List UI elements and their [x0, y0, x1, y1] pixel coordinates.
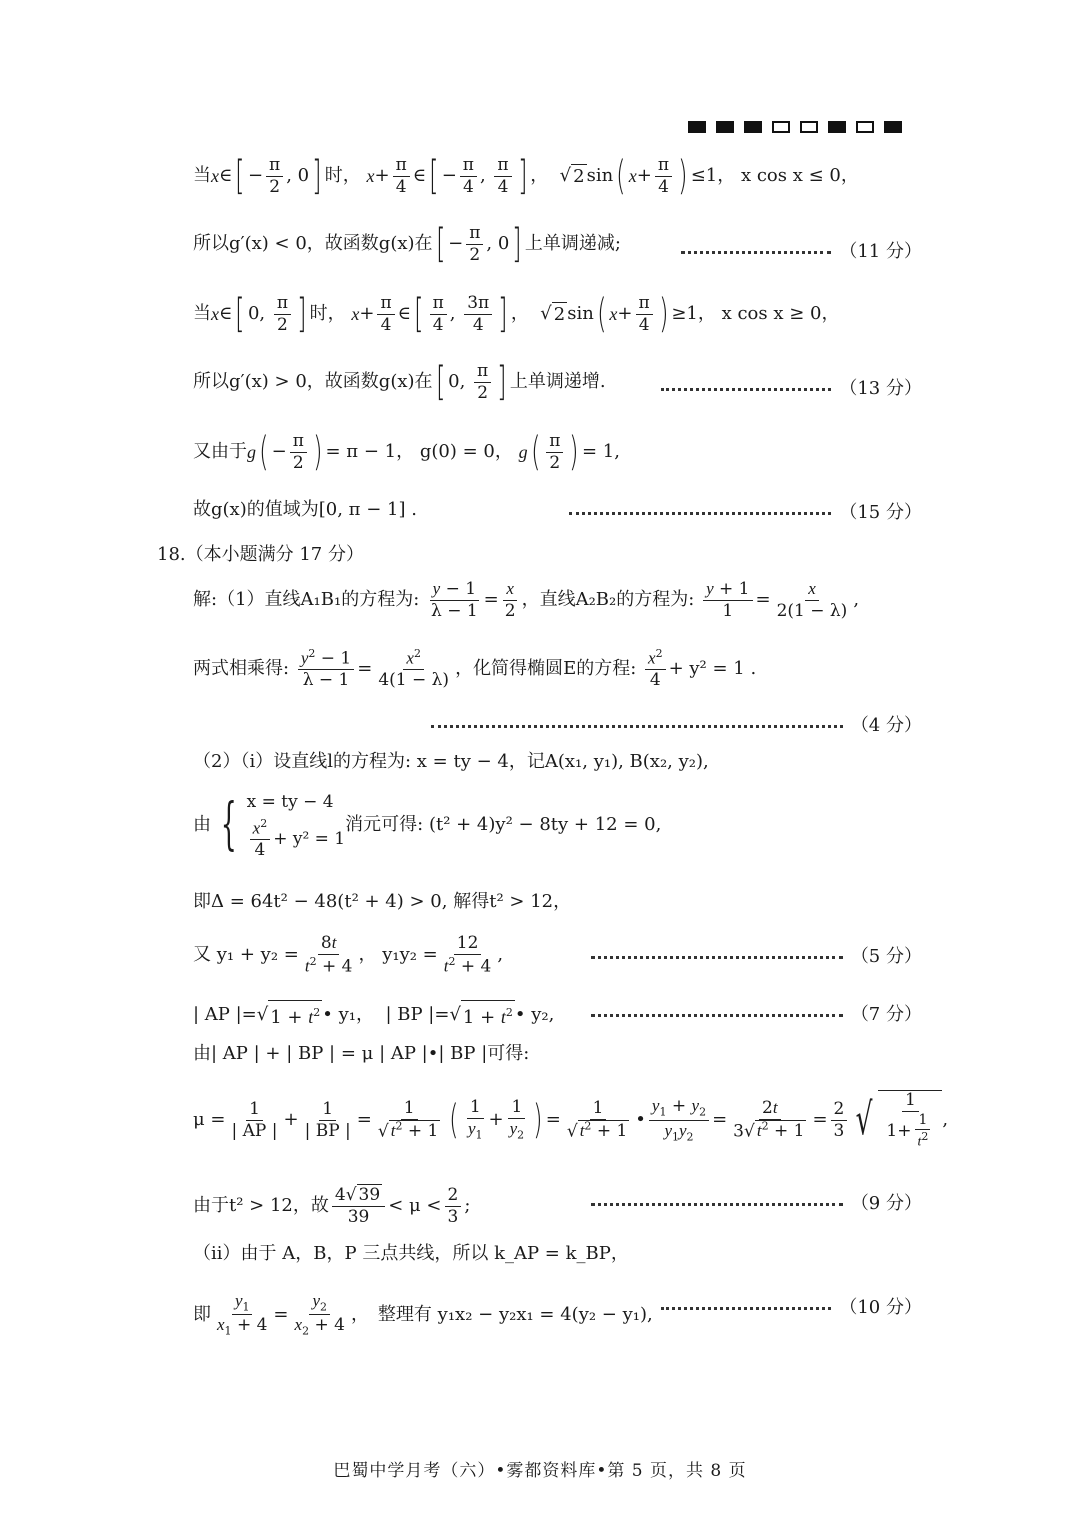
solution-line-5 [193, 890, 571, 914]
text: 由于 [193, 1195, 229, 1217]
text: ，直线 [521, 589, 576, 611]
system-row-2: + y² = 1 [273, 829, 346, 850]
text: 故 [193, 499, 211, 520]
text: 又由于 [193, 441, 247, 463]
score-9: （9 分） [591, 1189, 922, 1215]
expr: (t² + 4)y² − 8ty + 12 = 0, [428, 814, 662, 836]
marker-1 [688, 121, 706, 133]
text: ， 整理有 [350, 1303, 432, 1325]
marker-6 [828, 121, 846, 133]
text: 解:（1）直线 [193, 589, 301, 611]
marker-8 [884, 121, 902, 133]
text: 在 [414, 371, 433, 393]
expr: g′(x) > 0 [229, 371, 307, 393]
expr: E [563, 658, 577, 680]
equation-system: { x = ty − 4 $\frac{x^2}{4}$ + y² = 1 [220, 792, 346, 861]
expr: g(0) = 0， [419, 441, 513, 463]
text: 的方程为: [332, 751, 412, 772]
solution-line-4 [193, 790, 661, 860]
text: 在 [414, 233, 433, 255]
text: 由 [193, 814, 211, 836]
text: x cos x ≤ 0， [740, 165, 859, 187]
text: 所以 [193, 233, 229, 255]
text: ，化简得椭圆 [455, 658, 564, 680]
text: ，故 [292, 1195, 329, 1217]
solution-line-12: 即 $\frac{y_1}{x_1 + 4}$ = $\frac{y_2}{x_2 + 4}$ ， 整理有 y₁x₂ − y₂x₁ = 4(y₂ − y₁), [193, 1291, 653, 1338]
line-4: 所以 g′(x) > 0 ，故函数 g(x) 在 [ 0, $\frac{\pi}{2}$ ] 上单调递增. [193, 359, 606, 406]
solution-line-3 [193, 750, 709, 774]
text: 又 [193, 944, 211, 966]
expr: A(x₁, y₁), B(x₂, y₂), [544, 751, 709, 772]
page-footer: 巴蜀中学月考（六）•雾都资料库•第 5 页，共 8 页 [333, 1461, 747, 1481]
marker-3 [744, 121, 762, 133]
line-6 [193, 498, 417, 522]
expr: • y₁， [322, 1004, 374, 1025]
text: 的值域为 [246, 499, 319, 520]
solution-line-10: 由于 t² > 12 ，故 $\frac{4√ 39}{39}$ < μ < $\frac{2}{3}$ ; [193, 1185, 471, 1227]
expr: | AP |= [193, 1004, 257, 1025]
text: 所以 [193, 371, 229, 393]
expr: t² > 12， [489, 891, 572, 912]
expr: g(x) [378, 371, 415, 393]
text: ，故函数 [306, 371, 379, 393]
line-3: 当 x ∈ [ 0, $\frac{\pi}{2}$ ] 时， x + $\frac{\pi}{4}$ ∈ [ $\frac{\pi}{4}$ , $\frac{3\pi}{4}$ ] ， √ 2 sin ( x + $\frac{\pi}{4}$ ) ≥1， x cos x ≥ 0， [193, 291, 840, 338]
text: 的方程为: [341, 589, 420, 611]
expr: A，B，P [282, 1243, 357, 1264]
text: 即 [193, 891, 211, 912]
line-2: 所以 g′(x) < 0 ，故函数 g(x) 在 [ − $\frac{\pi}{2}$ , 0 ] 上单调递减; [193, 221, 621, 268]
expr: x = ty − 4 [416, 751, 509, 772]
expr: y₁y₂ = [382, 944, 438, 966]
question-18-heading: 18.（本小题满分 17 分） [157, 544, 364, 565]
expr: = π − 1， [325, 441, 415, 463]
text: 解得 [453, 891, 490, 912]
text: 的方程: [576, 658, 637, 680]
text: 时， [309, 303, 346, 325]
expr: + y² = 1 . [668, 658, 757, 680]
text: （ii）由于 [193, 1243, 277, 1264]
solution-line-7: | AP |= √ $1 + t^2$ • y₁， | BP |= √ $1 + t^2$ • y₂, [193, 1000, 554, 1030]
expr: g(x) [211, 499, 247, 520]
expr: y₁x₂ − y₂x₁ = 4(y₂ − y₁), [437, 1303, 653, 1325]
marker-7 [856, 121, 874, 133]
text: 上单调递增. [509, 371, 606, 393]
solution-line-1: 解:（1）直线 A₁B₁ 的方程为: $\frac{y - 1}{\lambda - 1}$ = $\frac{x}{2}$ ，直线 A₂B₂ 的方程为: $\frac{y + 1}{1}$ = $\frac{x}{2(1 - \lambda)}$ , [193, 579, 860, 621]
score-10: （10 分） [661, 1293, 922, 1319]
solution-line-8 [193, 1042, 529, 1066]
line-1: 当 x ∈ [ − $\frac{\pi}{2}$ , 0 ] 时， x + $\frac{\pi}{4}$ ∈ [ − $\frac{\pi}{4}$ , $\frac{\pi}{4}$ ] ， √ 2 sin ( x + $\frac{\pi}{4}$ ) ≤1， x cos x ≤ 0， [193, 153, 859, 200]
score-13: （13 分） [661, 374, 922, 400]
text: 可得: [487, 1043, 530, 1064]
expr: [0, π − 1] . [318, 499, 417, 520]
text: ， [610, 1243, 629, 1264]
text: 两式相乘得: [193, 658, 290, 680]
text: ，记 [508, 751, 545, 772]
expr: t² > 12 [229, 1195, 293, 1217]
expr: k_AP = k_BP [494, 1243, 611, 1264]
expr: y₁ + y₂ = [216, 944, 299, 966]
marker-4 [772, 121, 790, 133]
expr: l [327, 751, 333, 772]
solution-line-11 [193, 1242, 629, 1266]
score-15: （15 分） [569, 498, 922, 524]
score-5: （5 分） [591, 942, 922, 968]
text: ， [358, 944, 377, 966]
expr: | AP | + | BP | = μ | AP |•| BP | [211, 1043, 488, 1064]
text: 当 [193, 165, 211, 187]
text: ≥1， [671, 303, 716, 325]
text: 由 [193, 1043, 211, 1064]
score-7: （7 分） [591, 1000, 922, 1026]
text: , [497, 944, 504, 966]
expr: | BP |= [385, 1004, 450, 1025]
score-4: （4 分） [431, 711, 922, 737]
text: ，故函数 [306, 233, 379, 255]
expr: A₁B₁ [300, 589, 342, 611]
marker-5 [800, 121, 818, 133]
text: 的方程为: [616, 589, 695, 611]
solution-line-2: 两式相乘得: $\frac{y^2 - 1}{\lambda - 1}$ = $\frac{x^2}{4(1 - \lambda)}$ ，化简得椭圆 E 的方程: $\frac{x^2}{4}$ + y² = 1 . [193, 647, 757, 691]
text: ; [464, 1195, 471, 1217]
expr: A₂B₂ [575, 589, 617, 611]
expr: < μ < [388, 1195, 442, 1217]
text: （2）（i）设直线 [193, 751, 328, 772]
expr: g′(x) < 0 [229, 233, 307, 255]
solution-line-9: μ = $\frac{1}{| AP |}$ + $\frac{1}{| BP |}$ = $\frac{1}{√ t^2 + 1}$ ( $\frac{1}{y_1}$ + $\frac{1}{y_2}$ ) = $\frac{1}{√ t^2 + 1}$ • $\frac{y_1 + y_2}{y_1y_2}$ = $\frac{2t}{3√ t^2 + 1}$ = $\frac{2}{3}$ √ 1 1+ $\frac{1}{t^2}$ , [193, 1090, 949, 1150]
system-row-1: x = ty − 4 [246, 792, 334, 812]
corner-markers [688, 121, 902, 133]
expr: μ = [193, 1109, 226, 1131]
text: 消元可得: [345, 814, 424, 836]
line-5: 又由于 g ( − $\frac{\pi}{2}$ ) = π − 1， g(0) = 0， g ( $\frac{\pi}{2}$ ) = 1, [193, 429, 620, 476]
text: 上单调递减; [524, 233, 621, 255]
text: x cos x ≥ 0， [721, 303, 840, 325]
score-11: （11 分） [681, 237, 922, 263]
marker-2 [716, 121, 734, 133]
text: 当 [193, 303, 211, 325]
text: 即 [193, 1303, 211, 1325]
expr: Δ = 64t² − 48(t² + 4) > 0, [211, 891, 448, 912]
expr: • y₂, [514, 1004, 555, 1025]
solution-line-6: 又 y₁ + y₂ = $\frac{8t}{t^2 + 4}$ ， y₁y₂ = $\frac{12}{t^2 + 4}$ , [193, 933, 504, 977]
text: 三点共线，所以 [362, 1243, 489, 1264]
text: ≤1， [690, 165, 736, 187]
expr: g(x) [378, 233, 415, 255]
text: 时， [324, 165, 361, 187]
expr: = 1, [582, 441, 620, 463]
